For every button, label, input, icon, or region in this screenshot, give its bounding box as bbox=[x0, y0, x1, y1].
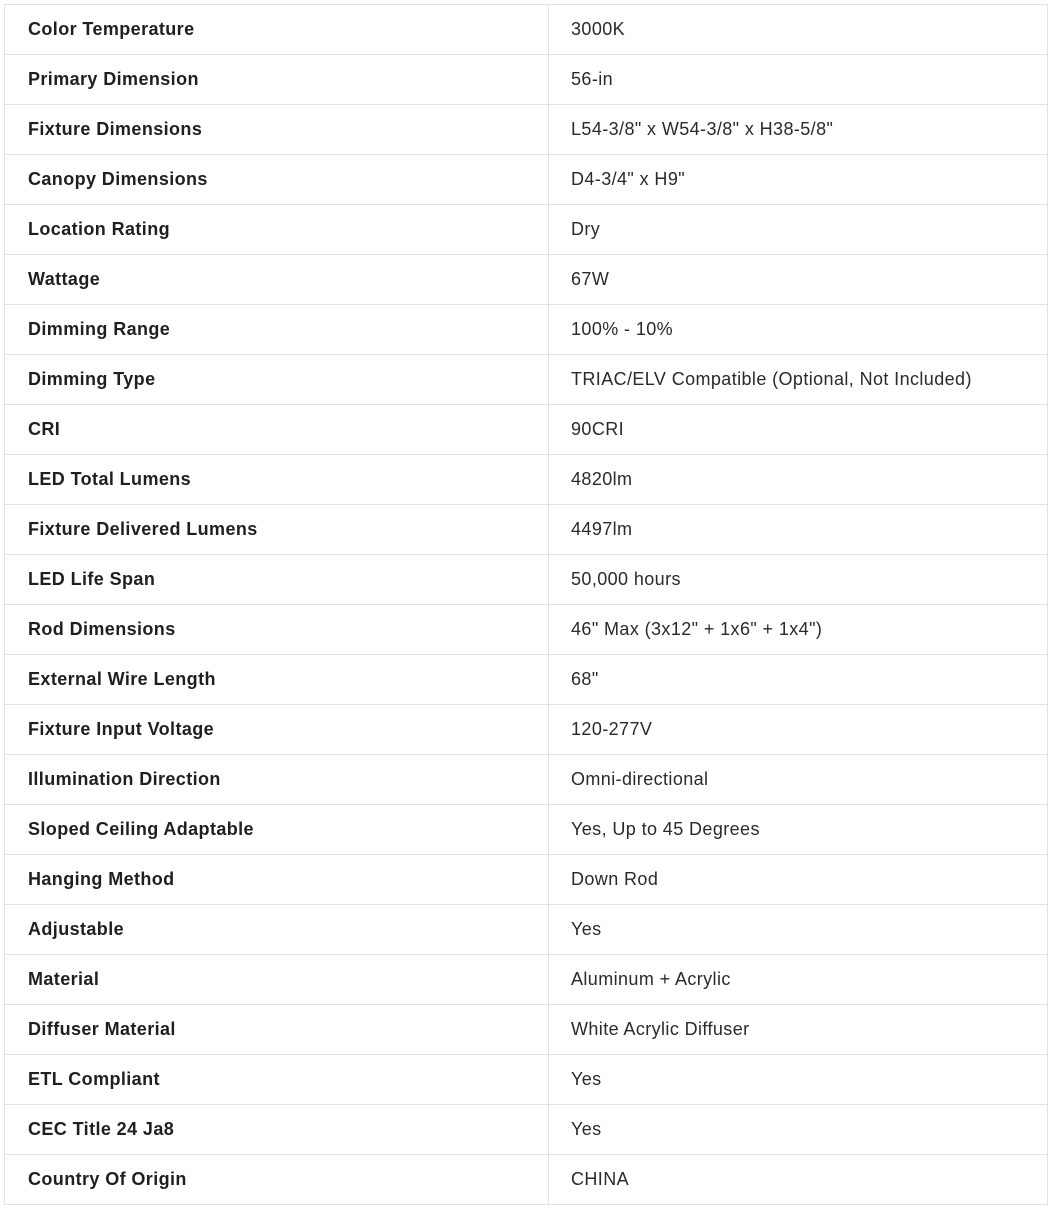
spec-value: 50,000 hours bbox=[549, 555, 1048, 605]
spec-label: Rod Dimensions bbox=[5, 605, 549, 655]
spec-label: External Wire Length bbox=[5, 655, 549, 705]
spec-label: Hanging Method bbox=[5, 855, 549, 905]
spec-label: Dimming Type bbox=[5, 355, 549, 405]
spec-value: 120-277V bbox=[549, 705, 1048, 755]
spec-row-cec-title-24-ja8 bbox=[5, 1105, 1048, 1155]
spec-row-fixture-delivered-lumens bbox=[5, 505, 1048, 555]
spec-row-canopy-dimensions bbox=[5, 155, 1048, 205]
spec-row-cri bbox=[5, 405, 1048, 455]
spec-label: CRI bbox=[5, 405, 549, 455]
spec-label: Primary Dimension bbox=[5, 55, 549, 105]
spec-value: White Acrylic Diffuser bbox=[549, 1005, 1048, 1055]
spec-label: Material bbox=[5, 955, 549, 1005]
spec-value: TRIAC/ELV Compatible (Optional, Not Included) bbox=[549, 355, 1048, 405]
spec-value: 56-in bbox=[549, 55, 1048, 105]
spec-row-etl-compliant bbox=[5, 1055, 1048, 1105]
spec-value: Dry bbox=[549, 205, 1048, 255]
spec-value: 90CRI bbox=[549, 405, 1048, 455]
spec-label: Diffuser Material bbox=[5, 1005, 549, 1055]
spec-value: Down Rod bbox=[549, 855, 1048, 905]
spec-row-led-life-span bbox=[5, 555, 1048, 605]
spec-value: 4820lm bbox=[549, 455, 1048, 505]
spec-label: Fixture Delivered Lumens bbox=[5, 505, 549, 555]
spec-value: 3000K bbox=[549, 5, 1048, 55]
spec-row-dimming-range bbox=[5, 305, 1048, 355]
spec-row-color-temperature bbox=[5, 5, 1048, 55]
spec-value: Yes bbox=[549, 905, 1048, 955]
spec-row-wattage bbox=[5, 255, 1048, 305]
spec-row-external-wire-length bbox=[5, 655, 1048, 705]
spec-label: Country Of Origin bbox=[5, 1155, 549, 1205]
spec-value: Aluminum + Acrylic bbox=[549, 955, 1048, 1005]
spec-label: Canopy Dimensions bbox=[5, 155, 549, 205]
spec-row-fixture-dimensions bbox=[5, 105, 1048, 155]
spec-label: LED Total Lumens bbox=[5, 455, 549, 505]
spec-label: Illumination Direction bbox=[5, 755, 549, 805]
spec-row-material bbox=[5, 955, 1048, 1005]
spec-label: ETL Compliant bbox=[5, 1055, 549, 1105]
spec-label: Sloped Ceiling Adaptable bbox=[5, 805, 549, 855]
spec-label: Adjustable bbox=[5, 905, 549, 955]
spec-value: D4-3/4" x H9" bbox=[549, 155, 1048, 205]
spec-label: CEC Title 24 Ja8 bbox=[5, 1105, 549, 1155]
specifications-table bbox=[4, 4, 1048, 1205]
spec-row-led-total-lumens bbox=[5, 455, 1048, 505]
spec-value: Omni-directional bbox=[549, 755, 1048, 805]
spec-row-sloped-ceiling-adaptable bbox=[5, 805, 1048, 855]
spec-row-diffuser-material bbox=[5, 1005, 1048, 1055]
spec-row-illumination-direction bbox=[5, 755, 1048, 805]
spec-label: Location Rating bbox=[5, 205, 549, 255]
spec-row-rod-dimensions bbox=[5, 605, 1048, 655]
spec-row-adjustable bbox=[5, 905, 1048, 955]
spec-value: 68" bbox=[549, 655, 1048, 705]
spec-label: Wattage bbox=[5, 255, 549, 305]
spec-value: 46" Max (3x12" + 1x6" + 1x4") bbox=[549, 605, 1048, 655]
spec-label: LED Life Span bbox=[5, 555, 549, 605]
spec-value: 67W bbox=[549, 255, 1048, 305]
spec-row-location-rating bbox=[5, 205, 1048, 255]
spec-value: 100% - 10% bbox=[549, 305, 1048, 355]
specifications-table-body bbox=[5, 5, 1048, 1205]
spec-value: Yes, Up to 45 Degrees bbox=[549, 805, 1048, 855]
spec-value: Yes bbox=[549, 1105, 1048, 1155]
spec-row-dimming-type bbox=[5, 355, 1048, 405]
spec-row-primary-dimension bbox=[5, 55, 1048, 105]
spec-value: L54-3/8" x W54-3/8" x H38-5/8" bbox=[549, 105, 1048, 155]
spec-label: Fixture Input Voltage bbox=[5, 705, 549, 755]
spec-label: Fixture Dimensions bbox=[5, 105, 549, 155]
spec-label: Dimming Range bbox=[5, 305, 549, 355]
spec-value: 4497lm bbox=[549, 505, 1048, 555]
spec-row-hanging-method bbox=[5, 855, 1048, 905]
spec-label: Color Temperature bbox=[5, 5, 549, 55]
spec-row-fixture-input-voltage bbox=[5, 705, 1048, 755]
spec-row-country-of-origin bbox=[5, 1155, 1048, 1205]
spec-value: Yes bbox=[549, 1055, 1048, 1105]
spec-value: CHINA bbox=[549, 1155, 1048, 1205]
